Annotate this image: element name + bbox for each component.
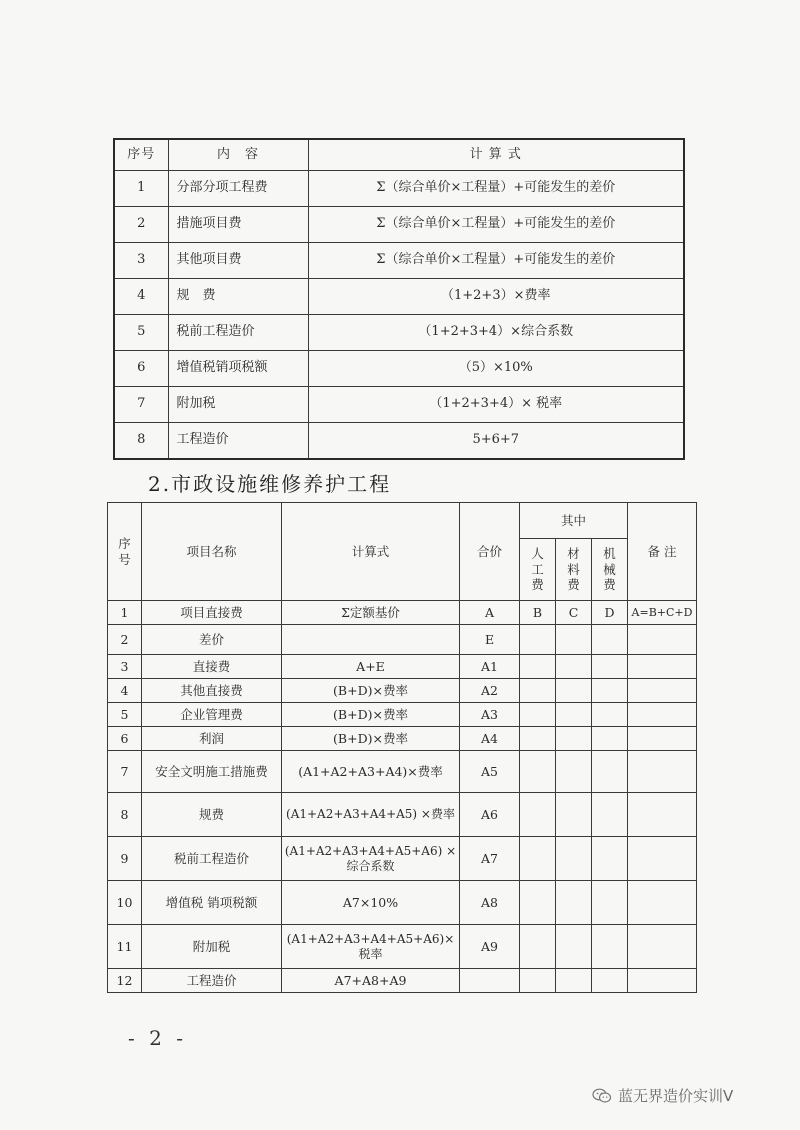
table2-cell-total: A1: [460, 655, 520, 679]
table1-cell-seq: 2: [114, 207, 168, 243]
table1-cell-formula: （1+2+3+4）× 税率: [308, 387, 684, 423]
table1-row: [114, 243, 684, 279]
table2-cell-formula: (A1+A2+A3+A4+A5+A6) ×综合系数: [282, 837, 460, 881]
table2-header-total: 合价: [460, 503, 520, 601]
table2-cell-remark: [628, 679, 697, 703]
table2-row: [108, 601, 697, 625]
table2-cell-formula: (A1+A2+A3+A4+A5) ×费率: [282, 793, 460, 837]
table2-cell-machine: [592, 881, 628, 925]
table2-cell-material: [556, 655, 592, 679]
table1-row: [114, 387, 684, 423]
table2-cell-name: 直接费: [142, 655, 282, 679]
table2-cell-name: 企业管理费: [142, 703, 282, 727]
table2-cell-total: A6: [460, 793, 520, 837]
table1-cell-content: 税前工程造价: [168, 315, 308, 351]
table2-cell-total: [460, 969, 520, 993]
table2-cell-total: A9: [460, 925, 520, 969]
table1-header-row: [114, 139, 684, 171]
table2-cell-labor: [520, 655, 556, 679]
table2-cell-labor: [520, 727, 556, 751]
table2-cell-machine: [592, 793, 628, 837]
table2-cell-labor: [520, 969, 556, 993]
table2-cell-remark: [628, 793, 697, 837]
table2-cell-total: E: [460, 625, 520, 655]
table2-cell-material: [556, 793, 592, 837]
table2-cell-total: A3: [460, 703, 520, 727]
table1-cell-content: 分部分项工程费: [168, 171, 308, 207]
table2-cell-labor: [520, 881, 556, 925]
table2-cell-material: [556, 925, 592, 969]
table1-cell-content: 附加税: [168, 387, 308, 423]
table2-cell-name: 安全文明施工措施费: [142, 751, 282, 793]
table2-cell-remark: [628, 881, 697, 925]
table2-cell-material: [556, 969, 592, 993]
table1-row: [114, 315, 684, 351]
table1-cell-formula: Σ（综合单价×工程量）+可能发生的差价: [308, 207, 684, 243]
table2-cell-labor: [520, 679, 556, 703]
table1-cell-formula: （5）×10%: [308, 351, 684, 387]
table2-cell-labor: B: [520, 601, 556, 625]
table2-cell-material: [556, 837, 592, 881]
table1-cell-seq: 8: [114, 423, 168, 460]
table1-cell-seq: 5: [114, 315, 168, 351]
table1-cell-formula: （1+2+3）×费率: [308, 279, 684, 315]
table2-cell-remark: [628, 751, 697, 793]
table2-cell-machine: [592, 655, 628, 679]
table1-header-formula: 计 算 式: [308, 139, 684, 171]
table2-cell-material: [556, 679, 592, 703]
table2-cell-labor: [520, 925, 556, 969]
table2-cell-seq: 3: [108, 655, 142, 679]
table2-cell-seq: 7: [108, 751, 142, 793]
table2-cell-name: 其他直接费: [142, 679, 282, 703]
table1-cell-content: 工程造价: [168, 423, 308, 460]
table2-row: [108, 655, 697, 679]
table2-cell-name: 项目直接费: [142, 601, 282, 625]
table2-cell-remark: [628, 703, 697, 727]
table2-cell-seq: 10: [108, 881, 142, 925]
table2-cell-machine: [592, 751, 628, 793]
table2-cell-labor: [520, 793, 556, 837]
table2-cell-total: A: [460, 601, 520, 625]
table2-cell-labor: [520, 625, 556, 655]
table1-cell-content: 规 费: [168, 279, 308, 315]
table2-cell-seq: 8: [108, 793, 142, 837]
table2-header-material: 材料费: [556, 539, 592, 601]
table2-cell-name: 工程造价: [142, 969, 282, 993]
table2-row: [108, 837, 697, 881]
table2-header-seq: 序号: [108, 503, 142, 601]
table2-cell-seq: 5: [108, 703, 142, 727]
table2-cell-name: 附加税: [142, 925, 282, 969]
table1-cell-formula: Σ（综合单价×工程量）+可能发生的差价: [308, 243, 684, 279]
table2-row: [108, 751, 697, 793]
table2-row: [108, 727, 697, 751]
table2-cell-remark: [628, 969, 697, 993]
table1-cell-seq: 1: [114, 171, 168, 207]
table2-cell-machine: [592, 625, 628, 655]
watermark: [592, 1085, 733, 1106]
table1-cell-seq: 7: [114, 387, 168, 423]
table2-header-row: [108, 503, 697, 539]
table2-cell-machine: [592, 679, 628, 703]
table2-cell-total: A8: [460, 881, 520, 925]
table1-cell-formula: （1+2+3+4）×综合系数: [308, 315, 684, 351]
table2-cell-formula: (B+D)×费率: [282, 727, 460, 751]
table1-row: [114, 423, 684, 460]
table1-cell-content: 措施项目费: [168, 207, 308, 243]
table2-cell-total: A2: [460, 679, 520, 703]
table2-cell-formula: (B+D)×费率: [282, 703, 460, 727]
table2-cell-seq: 2: [108, 625, 142, 655]
wechat-icon: [592, 1088, 612, 1104]
table2-row: [108, 793, 697, 837]
table2-cell-name: 规费: [142, 793, 282, 837]
table2-cell-name: 利润: [142, 727, 282, 751]
table2-row: [108, 703, 697, 727]
table2-cell-remark: [628, 655, 697, 679]
table2-cell-labor: [520, 837, 556, 881]
table2-cell-seq: 9: [108, 837, 142, 881]
page-number: - 2 -: [128, 1026, 187, 1050]
table2-cell-formula: A7×10%: [282, 881, 460, 925]
table2-row: [108, 881, 697, 925]
table2-cell-formula: A+E: [282, 655, 460, 679]
table2-header-machine: 机械费: [592, 539, 628, 601]
table2-cell-material: [556, 625, 592, 655]
table2-cell-labor: [520, 751, 556, 793]
table1-header-content: 内 容: [168, 139, 308, 171]
table2-header-labor: 人工费: [520, 539, 556, 601]
table1-cell-seq: 4: [114, 279, 168, 315]
table2-header-of-which: 其中: [520, 503, 628, 539]
table2-cell-machine: [592, 969, 628, 993]
section-title: 2.市政设施维修养护工程: [148, 472, 392, 496]
table2-cell-remark: A=B+C+D: [628, 601, 697, 625]
table2-header-formula: 计算式: [282, 503, 460, 601]
table2-cell-material: [556, 881, 592, 925]
table2-cell-seq: 4: [108, 679, 142, 703]
table2-cell-seq: 12: [108, 969, 142, 993]
table2-cell-machine: [592, 925, 628, 969]
watermark-text: 蓝无界造价实训V: [618, 1087, 734, 1105]
table2-cell-total: A5: [460, 751, 520, 793]
table2-cell-seq: 1: [108, 601, 142, 625]
table1-row: [114, 171, 684, 207]
table2-cell-formula: Σ定额基价: [282, 601, 460, 625]
table2-cell-material: [556, 703, 592, 727]
table2-header-remark: 备 注: [628, 503, 697, 601]
table2-cell-seq: 6: [108, 727, 142, 751]
table2-cell-labor: [520, 703, 556, 727]
table2-cell-machine: D: [592, 601, 628, 625]
table2-header-name: 项目名称: [142, 503, 282, 601]
table2-cell-remark: [628, 625, 697, 655]
table1-row: [114, 279, 684, 315]
table1-header-seq: 序号: [114, 139, 168, 171]
table2-row: [108, 969, 697, 993]
table2-cell-remark: [628, 837, 697, 881]
table2-cell-material: [556, 727, 592, 751]
table2-row: [108, 625, 697, 655]
table1-cell-seq: 6: [114, 351, 168, 387]
table2-cell-total: A7: [460, 837, 520, 881]
table2-cell-machine: [592, 703, 628, 727]
table2-row: [108, 679, 697, 703]
table1-cell-content: 其他项目费: [168, 243, 308, 279]
cost-table-1: [113, 138, 685, 460]
table1-cell-content: 增值税销项税额: [168, 351, 308, 387]
table2-cell-total: A4: [460, 727, 520, 751]
table2-cell-seq: 11: [108, 925, 142, 969]
table2-cell-formula: (A1+A2+A3+A4)×费率: [282, 751, 460, 793]
table2-cell-material: C: [556, 601, 592, 625]
table1-cell-seq: 3: [114, 243, 168, 279]
table2-cell-remark: [628, 925, 697, 969]
table2-cell-formula: A7+A8+A9: [282, 969, 460, 993]
table2-cell-name: 增值税 销项税额: [142, 881, 282, 925]
table2-cell-name: 差价: [142, 625, 282, 655]
table1-cell-formula: Σ（综合单价×工程量）+可能发生的差价: [308, 171, 684, 207]
table2-row: [108, 925, 697, 969]
table2-cell-remark: [628, 727, 697, 751]
table1-cell-formula: 5+6+7: [308, 423, 684, 460]
table2-cell-material: [556, 751, 592, 793]
table2-cell-formula: [282, 625, 460, 655]
table2-cell-name: 税前工程造价: [142, 837, 282, 881]
cost-table-2: [107, 502, 697, 993]
table2-cell-machine: [592, 837, 628, 881]
table1-row: [114, 351, 684, 387]
table1-row: [114, 207, 684, 243]
table2-cell-machine: [592, 727, 628, 751]
table2-cell-formula: (B+D)×费率: [282, 679, 460, 703]
table2-cell-formula: (A1+A2+A3+A4+A5+A6)× 税率: [282, 925, 460, 969]
